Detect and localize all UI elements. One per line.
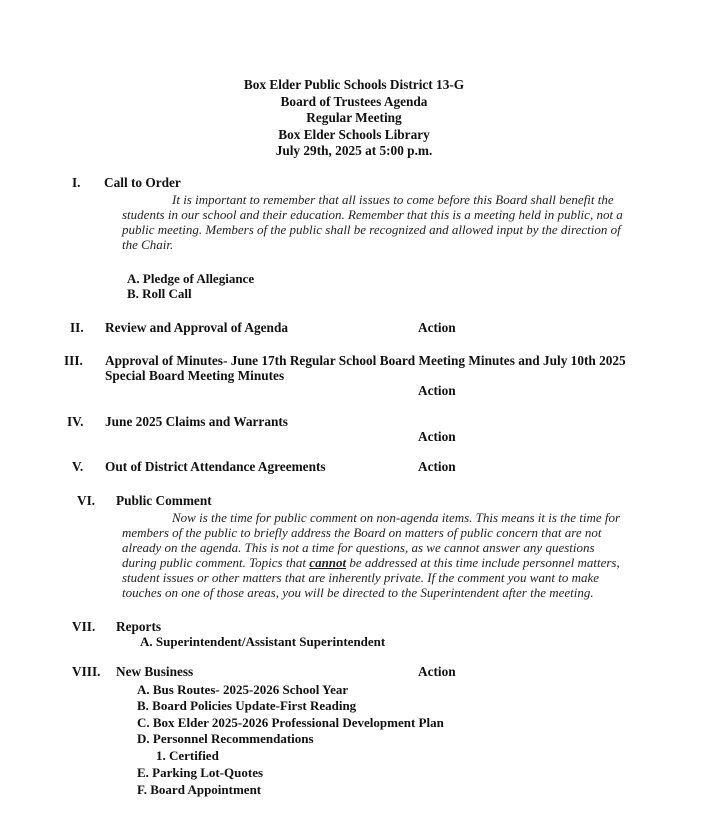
item-vi-para-line: Now is the time for public comment on non-agenda items. This means it is the time for — [172, 510, 621, 525]
item-vi-paragraph — [122, 510, 630, 600]
item-iii-numeral: III. — [64, 353, 83, 368]
item-viii-sub-c: C. Box Elder 2025-2026 Professional Development Plan — [137, 715, 444, 730]
district-name: Box Elder Public Schools District 13-G — [243, 77, 465, 92]
item-v-title: Out of District Attendance Agreements — [105, 459, 326, 474]
item-iv-numeral: IV. — [67, 414, 84, 429]
meeting-datetime: July 29th, 2025 at 5:00 p.m. — [275, 143, 433, 158]
item-iv-title: June 2025 Claims and Warrants — [105, 414, 288, 429]
item-vii-numeral: VII. — [72, 619, 96, 634]
item-v-numeral: V. — [72, 459, 84, 474]
item-vi-title: Public Comment — [116, 493, 212, 508]
item-vii-sub-a: A. Superintendent/Assistant Superintendent — [140, 634, 386, 649]
item-i-paragraph — [122, 192, 630, 252]
item-i-para-line: students in our school and their education. Remember that this is a meeting held in public, not a — [122, 207, 623, 222]
item-viii-sub-d-1: 1. Certified — [156, 748, 219, 763]
item-v-action: Action — [418, 459, 456, 474]
meeting-type: Regular Meeting — [306, 110, 402, 125]
item-i-sub-a: A. Pledge of Allegiance — [127, 271, 255, 286]
item-iv-action: Action — [418, 429, 456, 444]
item-viii-sub-f: F. Board Appointment — [137, 782, 262, 797]
item-viii-sub-b: B. Board Policies Update-First Reading — [137, 698, 357, 713]
item-iii-title-line1: Approval of Minutes- June 17th Regular School Board Meeting Minutes and July 10th 2025 — [105, 353, 626, 368]
item-vi-para-line: already on the agenda. This is not a time for questions, as we cannot answer any questions — [122, 540, 595, 555]
item-i-title: Call to Order — [104, 175, 181, 190]
item-vi-para-line — [122, 555, 630, 570]
item-viii-title: New Business — [116, 664, 194, 679]
item-viii-numeral: VIII. — [72, 664, 101, 679]
item-ii-numeral: II. — [70, 320, 84, 335]
item-vi-para-line: touches on one of those areas, you will be directed to the Superintendent after the meeting. — [122, 585, 594, 600]
item-ii-action: Action — [418, 320, 456, 335]
item-viii-action: Action — [418, 664, 456, 679]
item-ii-title: Review and Approval of Agenda — [105, 320, 288, 335]
item-viii-sub-a: A. Bus Routes- 2025-2026 School Year — [137, 682, 349, 697]
item-vi-numeral: VI. — [77, 493, 96, 508]
item-viii-sub-d: D. Personnel Recommendations — [137, 731, 314, 746]
item-iii-title-line2: Special Board Meeting Minutes — [105, 368, 285, 383]
item-i-sub-b: B. Roll Call — [127, 286, 192, 301]
item-viii-sub-e: E. Parking Lot-Quotes — [137, 765, 264, 780]
meeting-location: Box Elder Schools Library — [278, 127, 430, 142]
item-i-para-line: the Chair. — [122, 237, 174, 252]
item-vi-para-line: student issues or other matters that are inherently private. If the comment you want to make — [122, 570, 600, 585]
item-i-numeral: I. — [72, 175, 81, 190]
agenda-title: Board of Trustees Agenda — [280, 94, 428, 109]
line4-pre: during public comment. Topics that — [122, 555, 310, 570]
item-i-para-line: public meeting. Members of the public shall be recognized and allowed input by the direction of — [122, 222, 621, 237]
item-iii-action: Action — [418, 383, 456, 398]
item-vi-para-line: members of the public to briefly address the Board on matters of public concern that are not — [122, 525, 602, 540]
emphasis-cannot: cannot — [309, 555, 347, 570]
line4-post: be addressed at this time include personnel matters, — [346, 555, 620, 570]
item-i-para-line: It is important to remember that all issues to come before this Board shall benefit the — [172, 192, 614, 207]
item-vii-title: Reports — [116, 619, 162, 634]
